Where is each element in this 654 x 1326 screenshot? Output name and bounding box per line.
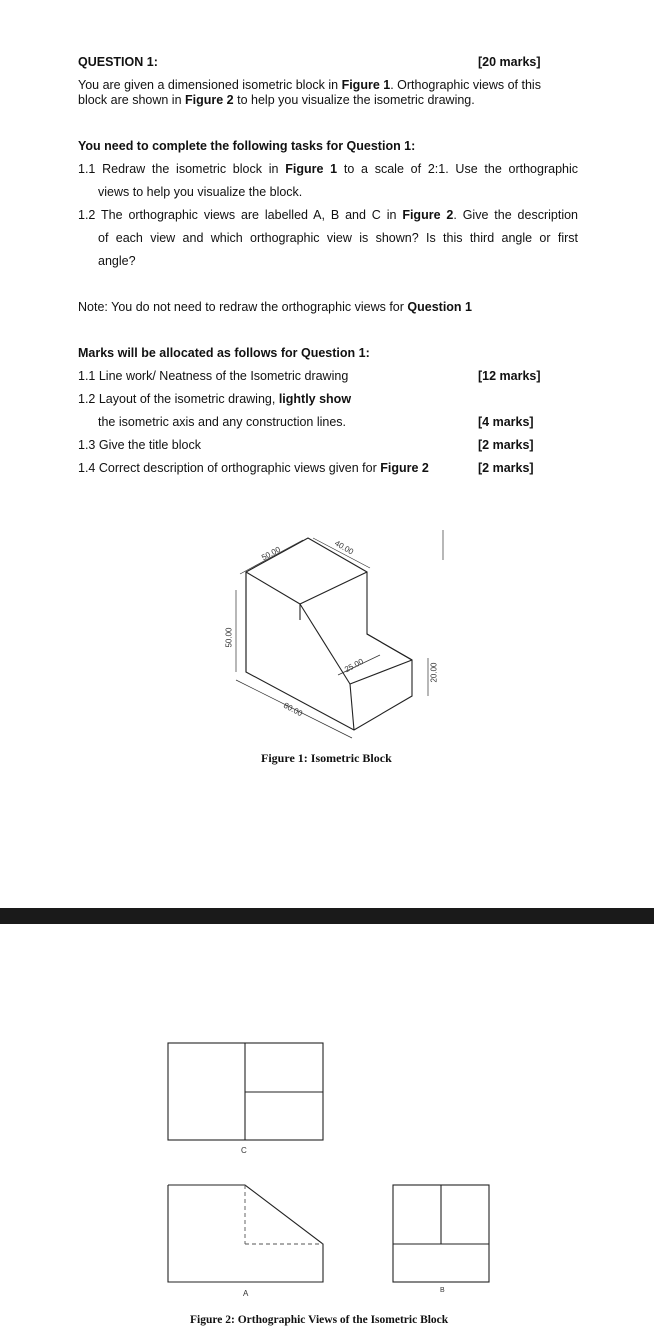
- task-text: 1.1 Redraw the isometric block in: [78, 162, 286, 176]
- task-text: to a scale of 2:1. Use the orthographic: [337, 162, 579, 176]
- intro-text: to help you visualize the isometric drawing.: [233, 93, 475, 107]
- intro-text: . Orthographic views of this: [390, 78, 541, 92]
- dim-label-left-height: 50.00: [224, 627, 234, 648]
- note-bold: Question 1: [407, 300, 472, 314]
- marks-1-2-value: [4 marks]: [478, 415, 534, 429]
- view-a-outline: [168, 1185, 323, 1282]
- intro-text: You are given a dimensioned isometric block in: [78, 78, 342, 92]
- marks-1-3-label: 1.3 Give the title block: [78, 438, 201, 452]
- marks-bold: lightly show: [278, 392, 352, 406]
- marks-text: 1.2 Layout of the isometric drawing,: [78, 392, 279, 406]
- task-1-2-line-3: angle?: [98, 254, 136, 268]
- question-total-marks: [20 marks]: [478, 55, 541, 69]
- task-text: 1.2 The orthographic views are labelled A, B and C in: [78, 208, 403, 222]
- dim-label-top-right: 40.00: [333, 538, 355, 557]
- task-1-1-line-2: views to help you visualize the block.: [98, 185, 303, 199]
- intro-figure-ref: Figure 2: [185, 93, 234, 107]
- figure-1-caption: Figure 1: Isometric Block: [261, 751, 392, 765]
- question-title: QUESTION 1:: [78, 55, 158, 69]
- dim-label-bottom: 80.00: [282, 700, 304, 719]
- task-figure-ref: Figure 2: [402, 208, 454, 222]
- marks-figure-ref: Figure 2: [380, 461, 429, 475]
- dim-label-slope: 25.00: [343, 656, 365, 675]
- task-figure-ref: Figure 1: [285, 162, 338, 176]
- view-a-label: A: [243, 1289, 249, 1298]
- note-text: Note: You do not need to redraw the orthographic views for: [78, 300, 408, 314]
- dim-label-top-left: 50.00: [260, 544, 282, 563]
- intro-figure-ref: Figure 1: [341, 78, 391, 92]
- marks-1-1-label: 1.1 Line work/ Neatness of the Isometric drawing: [78, 369, 349, 383]
- intro-text: block are shown in: [78, 93, 186, 107]
- view-b-label: B: [440, 1287, 445, 1294]
- marks-1-2-label-cont: the isometric axis and any construction lines.: [98, 415, 347, 429]
- marks-1-3-value: [2 marks]: [478, 438, 534, 452]
- tasks-heading: You need to complete the following tasks for Question 1:: [78, 139, 416, 153]
- view-c-label: C: [241, 1146, 247, 1155]
- marks-1-1-value: [12 marks]: [478, 369, 541, 383]
- dim-label-right-height: 20.00: [429, 662, 439, 683]
- figure-2-caption: Figure 2: Orthographic Views of the Isometric Block: [190, 1314, 449, 1326]
- task-1-2-line-2: of each view and which orthographic view is shown? Is this third angle or first: [98, 231, 578, 245]
- marks-text: 1.4 Correct description of orthographic views given for: [78, 461, 381, 475]
- marks-heading: Marks will be allocated as follows for Question 1:: [78, 346, 370, 360]
- marks-1-4-value: [2 marks]: [478, 461, 534, 475]
- task-text: . Give the description: [453, 208, 578, 222]
